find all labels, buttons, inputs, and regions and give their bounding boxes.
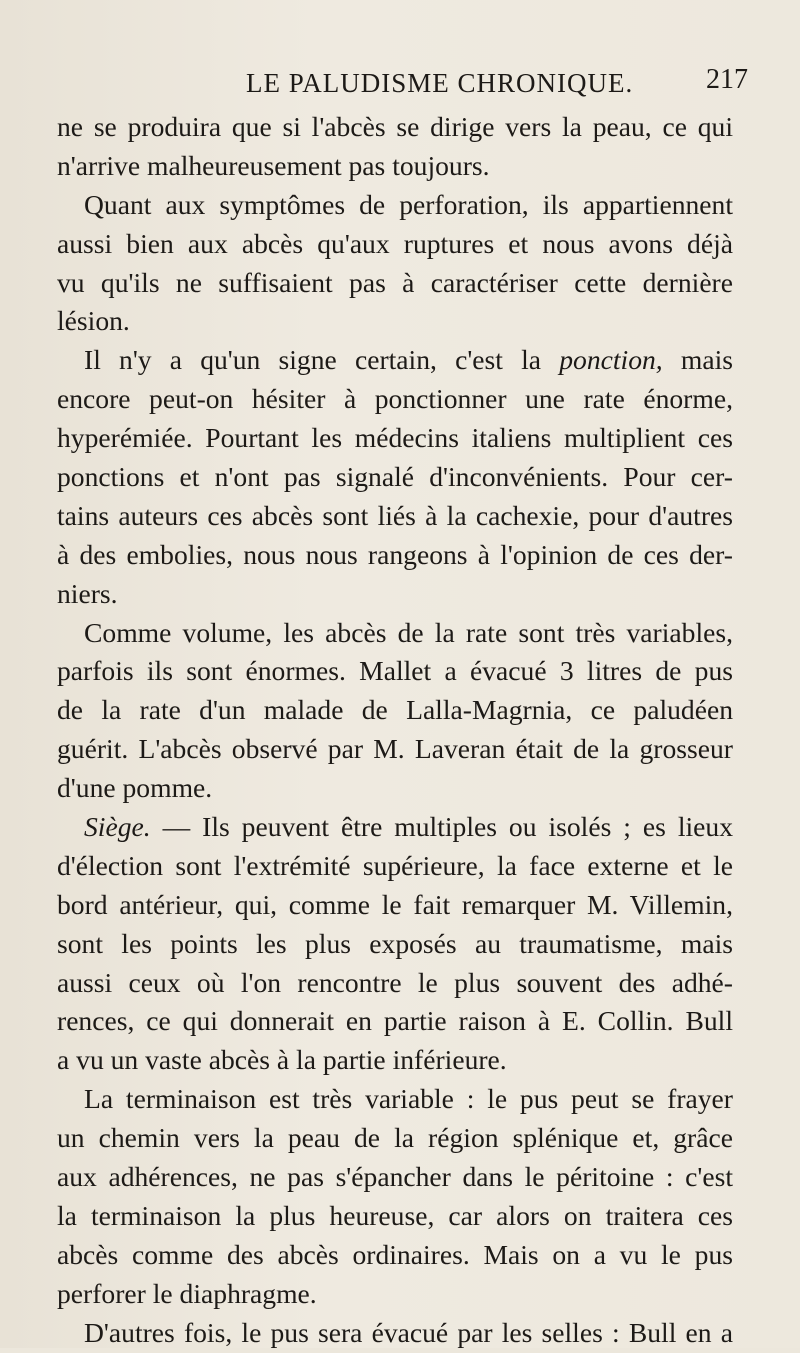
- text-line: Il n'y a qu'un signe certain, c'est la ponction, mais: [84, 344, 733, 376]
- text-line: sont les points les plus exposés au traumatisme, mais: [57, 927, 733, 959]
- text-line: n'arrive malheureusement pas toujours.: [57, 149, 490, 181]
- text-line: un chemin vers la peau de la région splénique et, grâce: [57, 1122, 733, 1154]
- text-line: aussi ceux où l'on rencontre le plus souvent des adhé-: [57, 966, 733, 998]
- text-line: bord antérieur, qui, comme le fait remarquer M. Villemin,: [57, 888, 733, 920]
- running-head: [60, 64, 760, 104]
- text-line: abcès comme des abcès ordinaires. Mais on a vu le pus: [57, 1238, 733, 1270]
- text-line: d'élection sont l'extrémité supérieure, la face externe et le: [57, 849, 733, 881]
- text-line: guérit. L'abcès observé par M. Laveran était de la grosseur: [57, 733, 733, 765]
- text-line: à des embolies, nous nous rangeons à l'opinion de ces der-: [57, 538, 733, 570]
- text-line: la terminaison la plus heureuse, car alors on traitera ces: [57, 1199, 733, 1231]
- text-line: aux adhérences, ne pas s'épancher dans le péritoine : c'est: [57, 1161, 733, 1193]
- text-line: lésion.: [57, 305, 130, 337]
- text-line: La terminaison est très variable : le pus peut se frayer: [84, 1083, 733, 1115]
- text-line: d'une pomme.: [57, 772, 213, 804]
- text-line: ponctions et n'ont pas signalé d'inconvénients. Pour cer-: [57, 461, 733, 493]
- body-text: [57, 108, 733, 1353]
- text-line: D'autres fois, le pus sera évacué par les selles : Bull en a: [84, 1316, 733, 1348]
- text-line: aussi bien aux abcès qu'aux ruptures et nous avons déjà: [57, 227, 733, 259]
- text-line: ne se produira que si l'abcès se dirige vers la peau, ce qui: [57, 111, 733, 142]
- text-line: tains auteurs ces abcès sont liés à la cachexie, pour d'autres: [57, 499, 733, 531]
- italic-term: Siège.: [84, 811, 151, 843]
- text-line: vu qu'ils ne suffisaient pas à caractériser cette dernière: [57, 266, 733, 298]
- text-line: de la rate d'un malade de Lalla-Magrnia, ce paludéen: [57, 694, 733, 726]
- text-line: rences, ce qui donnerait en partie raison à E. Collin. Bull: [57, 1005, 733, 1037]
- text-line: a vu un vaste abcès à la partie inférieure.: [57, 1044, 507, 1076]
- italic-term: ponction,: [559, 344, 663, 376]
- text-line: hyperémiée. Pourtant les médecins italiens multiplient ces: [57, 422, 733, 454]
- running-title: LE PALUDISME CHRONIQUE.: [246, 68, 634, 98]
- page-number: 217: [706, 64, 748, 95]
- text-line: perforer le diaphragme.: [57, 1277, 317, 1309]
- text-line: Siège. — Ils peuvent être multiples ou isolés ; es lieux: [84, 811, 733, 843]
- text-line: Quant aux symptômes de perforation, ils appartiennent: [84, 188, 733, 220]
- text-line: encore peut-on hésiter à ponctionner une rate énorme,: [57, 383, 733, 415]
- text-line: niers.: [57, 577, 118, 609]
- text-line: parfois ils sont énormes. Mallet a évacué 3 litres de pus: [57, 655, 733, 687]
- text-line: Comme volume, les abcès de la rate sont très variables,: [84, 616, 733, 648]
